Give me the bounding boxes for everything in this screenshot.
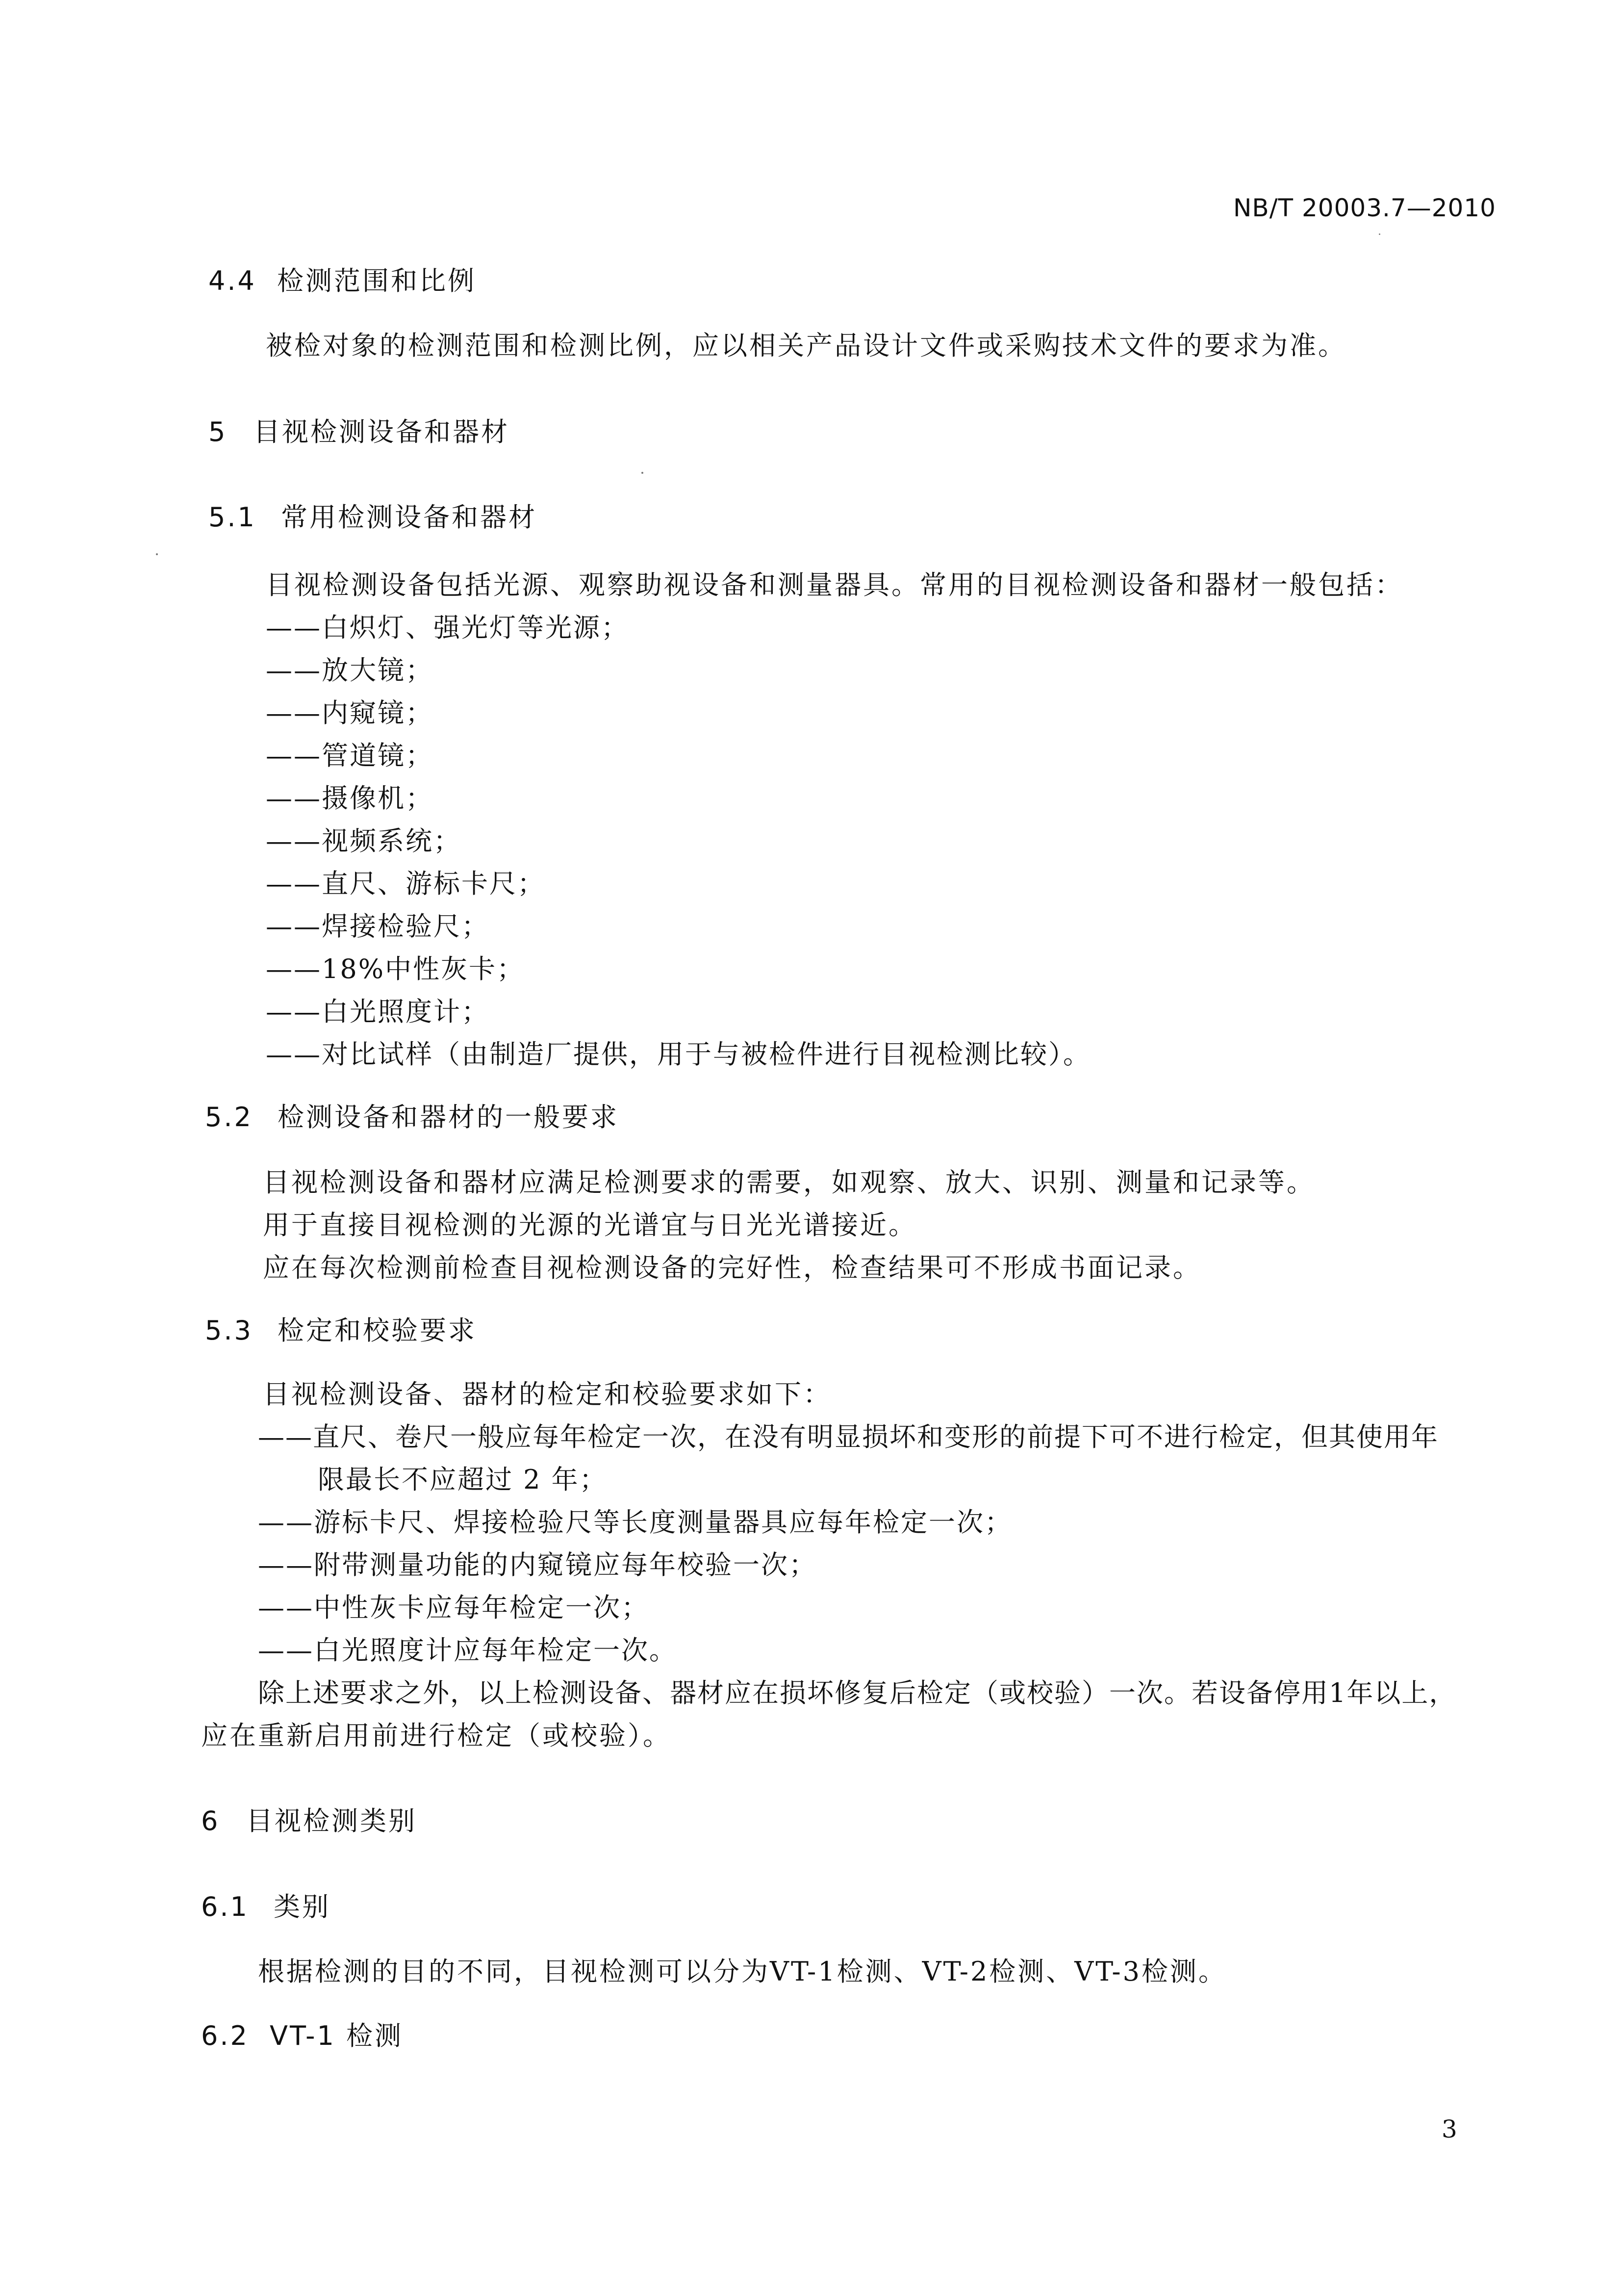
section-6-2-number: 6.2 bbox=[201, 2020, 249, 2051]
section-5-2-heading bbox=[205, 1096, 619, 1134]
section-5-3-title: 检定和校验要求 bbox=[278, 1315, 477, 1346]
list-item: ——白光照度计； bbox=[266, 996, 489, 1027]
section-5-1-number: 5.1 bbox=[208, 502, 256, 533]
section-5-3-heading bbox=[205, 1310, 477, 1347]
list-item: ——18%中性灰卡； bbox=[266, 954, 525, 984]
section-5-3-closing-line-1: 除上述要求之外，以上检测设备、器材应在损坏修复后检定（或校验）一次。若设备停用1年以上， bbox=[258, 1677, 1457, 1708]
list-item-continuation: 限最长不应超过 2 年； bbox=[318, 1464, 608, 1495]
section-5-3-closing-line-2: 应在重新启用前进行检定（或校验）。 bbox=[201, 1720, 671, 1751]
list-item: ——白炽灯、强光灯等光源； bbox=[266, 612, 629, 643]
page-number: 3 bbox=[1442, 2115, 1457, 2143]
list-item: ——内窥镜； bbox=[266, 697, 433, 728]
standard-code: NB/T 20003.7—2010 bbox=[1233, 194, 1496, 222]
section-4-4-title: 检测范围和比例 bbox=[277, 265, 476, 296]
section-6-number: 6 bbox=[201, 1805, 220, 1836]
section-5-heading bbox=[208, 411, 509, 449]
section-5-2-paragraph: 目视检测设备和器材应满足检测要求的需要，如观察、放大、识别、测量和记录等。 bbox=[263, 1167, 1315, 1198]
list-item: ——视频系统； bbox=[266, 825, 461, 856]
section-6-1-heading bbox=[201, 1886, 330, 1924]
list-item: ——放大镜； bbox=[266, 655, 433, 686]
list-item: ——管道镜； bbox=[266, 740, 433, 771]
scan-speck bbox=[1379, 233, 1380, 235]
section-5-title: 目视检测设备和器材 bbox=[254, 416, 509, 447]
list-item: ——摄像机； bbox=[266, 783, 433, 814]
list-item: ——直尺、卷尺一般应每年检定一次，在没有明显损坏和变形的前提下可不进行检定，但其使用年 bbox=[258, 1421, 1439, 1452]
section-5-1-intro: 目视检测设备包括光源、观察助视设备和测量器具。常用的目视检测设备和器材一般包括： bbox=[266, 569, 1403, 600]
section-6-2-heading bbox=[201, 2015, 403, 2053]
list-item: ——中性灰卡应每年检定一次； bbox=[258, 1592, 649, 1623]
list-item: ——直尺、游标卡尺； bbox=[266, 868, 545, 899]
scan-speck bbox=[641, 472, 643, 474]
section-5-2-paragraph: 应在每次检测前检查目视检测设备的完好性，检查结果可不形成书面记录。 bbox=[263, 1252, 1201, 1283]
section-4-4-paragraph: 被检对象的检测范围和检测比例，应以相关产品设计文件或采购技术文件的要求为准。 bbox=[266, 330, 1346, 361]
list-item: ——对比试样（由制造厂提供，用于与被检件进行目视检测比较）。 bbox=[266, 1039, 1091, 1070]
section-5-1-title: 常用检测设备和器材 bbox=[281, 502, 537, 533]
section-6-1-paragraph: 根据检测的目的不同，目视检测可以分为VT-1检测、VT-2检测、VT-3检测。 bbox=[258, 1956, 1227, 1987]
list-item: ——附带测量功能的内窥镜应每年校验一次； bbox=[258, 1549, 817, 1580]
list-item: ——焊接检验尺； bbox=[266, 911, 489, 942]
section-6-title: 目视检测类别 bbox=[246, 1805, 417, 1836]
list-item: ——白光照度计应每年检定一次。 bbox=[258, 1635, 677, 1666]
scan-speck bbox=[156, 553, 158, 555]
section-5-number: 5 bbox=[208, 416, 228, 447]
section-5-3-intro: 目视检测设备、器材的检定和校验要求如下： bbox=[263, 1379, 832, 1410]
section-5-1-heading bbox=[208, 496, 537, 534]
section-4-4-number: 4.4 bbox=[208, 265, 256, 296]
section-6-heading bbox=[201, 1800, 417, 1838]
section-4-4-heading bbox=[208, 260, 476, 298]
section-6-1-number: 6.1 bbox=[201, 1891, 249, 1922]
section-5-2-title: 检测设备和器材的一般要求 bbox=[278, 1102, 619, 1133]
section-6-2-title: VT-1 检测 bbox=[270, 2020, 403, 2051]
list-item: ——游标卡尺、焊接检验尺等长度测量器具应每年检定一次； bbox=[258, 1507, 1013, 1538]
section-5-2-number: 5.2 bbox=[205, 1102, 253, 1133]
section-5-3-number: 5.3 bbox=[205, 1315, 253, 1346]
section-6-1-title: 类别 bbox=[274, 1891, 330, 1922]
section-5-2-paragraph: 用于直接目视检测的光源的光谱宜与日光光谱接近。 bbox=[263, 1210, 917, 1240]
